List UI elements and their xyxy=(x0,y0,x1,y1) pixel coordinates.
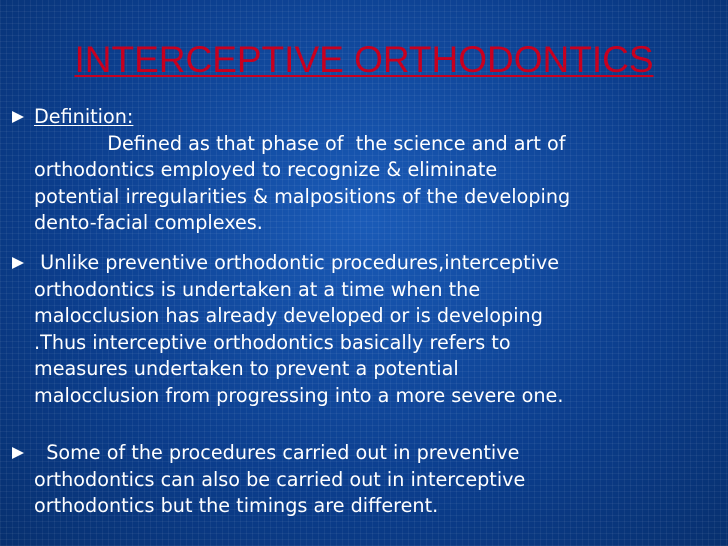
triangle-bullet-icon xyxy=(12,447,24,459)
bullet-line: dento-facial complexes. xyxy=(34,211,263,234)
bullet-item-unlike-preventive xyxy=(12,250,716,412)
bullet-line: malocclusion has already developed or is developing xyxy=(34,304,543,327)
bullet-line: measures undertaken to prevent a potential xyxy=(34,357,459,380)
bullet-line: Defined as that phase of the science and art of xyxy=(34,131,566,155)
bullet-line: orthodontics employed to recognize & eliminate xyxy=(34,158,498,181)
bullet-line: .Thus interceptive orthodontics basically refers to xyxy=(34,330,511,354)
triangle-bullet-icon xyxy=(12,111,24,123)
bullet-item-some-procedures xyxy=(12,440,716,524)
bullet-line: malocclusion from progressing into a more severe one. xyxy=(34,383,564,407)
bullet-line: orthodontics can also be carried out in interceptive xyxy=(34,467,526,491)
bullet-line: Some of the procedures carried out in preventive xyxy=(34,441,520,464)
bullet-line: Unlike preventive orthodontic procedures,interceptive xyxy=(34,251,560,274)
bullet-text xyxy=(34,250,718,409)
bullet-line: orthodontics but the timings are different. xyxy=(34,494,439,517)
bullet-item-definition xyxy=(12,104,716,244)
bullet-text xyxy=(34,440,718,520)
definition-heading: Definition: xyxy=(34,105,134,128)
bullet-line: orthodontics is undertaken at a time when the xyxy=(34,277,481,301)
bullet-line: potential irregularities & malpositions of the developing xyxy=(34,184,571,208)
bullet-text xyxy=(34,104,718,237)
slide-title: INTERCEPTIVE ORTHODONTICS xyxy=(74,39,654,80)
triangle-bullet-icon xyxy=(12,257,24,269)
